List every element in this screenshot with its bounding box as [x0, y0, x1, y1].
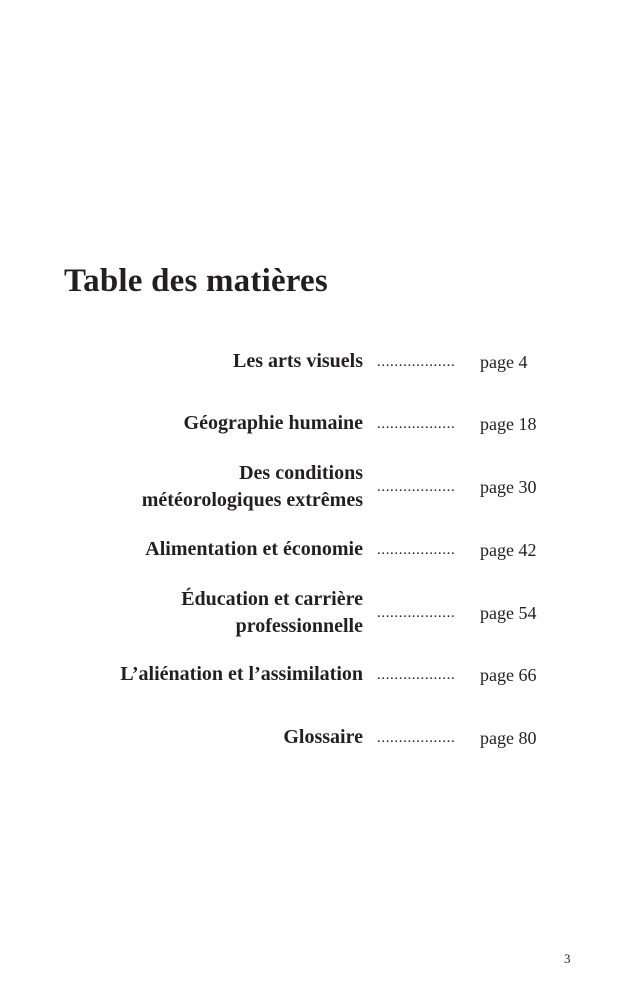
toc-entry-title-line: Des conditions — [239, 462, 363, 484]
toc-entry-title-line: L’aliénation et l’assimilation — [120, 663, 363, 685]
toc-entry-page: page 66 — [480, 665, 537, 685]
toc-entry-title-line: Les arts visuels — [233, 350, 363, 372]
toc-entry-title-line: Glossaire — [283, 726, 363, 748]
toc-entry-page: page 54 — [480, 603, 537, 623]
toc-entry-title-line: météorologiques extrêmes — [141, 489, 363, 511]
toc-entry-title — [63, 410, 363, 437]
toc-entry-page: page 80 — [480, 728, 537, 748]
toc-entry-page: page 42 — [480, 540, 537, 560]
dot-leader: .................. — [377, 416, 456, 432]
toc-entry-title — [63, 536, 363, 563]
toc-entry-page: page 18 — [480, 414, 537, 434]
toc-entry-page: page 30 — [480, 477, 537, 497]
dot-leader: .................. — [377, 730, 456, 746]
page-number: 3 — [564, 951, 571, 966]
toc-entry-page: page 4 — [480, 352, 528, 372]
toc-entry-title-line: Géographie humaine — [183, 412, 363, 434]
toc-entry-title — [63, 348, 363, 375]
dot-leader: .................. — [377, 479, 456, 495]
toc-entry-title — [63, 724, 363, 751]
dot-leader: .................. — [377, 542, 456, 558]
toc-entry-title — [63, 661, 363, 688]
toc-entry-title-line: professionnelle — [235, 615, 363, 637]
toc-entry-title-line: Alimentation et économie — [145, 538, 363, 560]
dot-leader: .................. — [377, 354, 456, 370]
toc-entry-title — [63, 460, 363, 514]
page-title: Table des matières — [64, 263, 328, 299]
toc-entry-title — [63, 586, 363, 640]
dot-leader: .................. — [377, 605, 456, 621]
dot-leader: .................. — [377, 667, 456, 683]
toc-entry-title-line: Éducation et carrière — [181, 588, 363, 610]
